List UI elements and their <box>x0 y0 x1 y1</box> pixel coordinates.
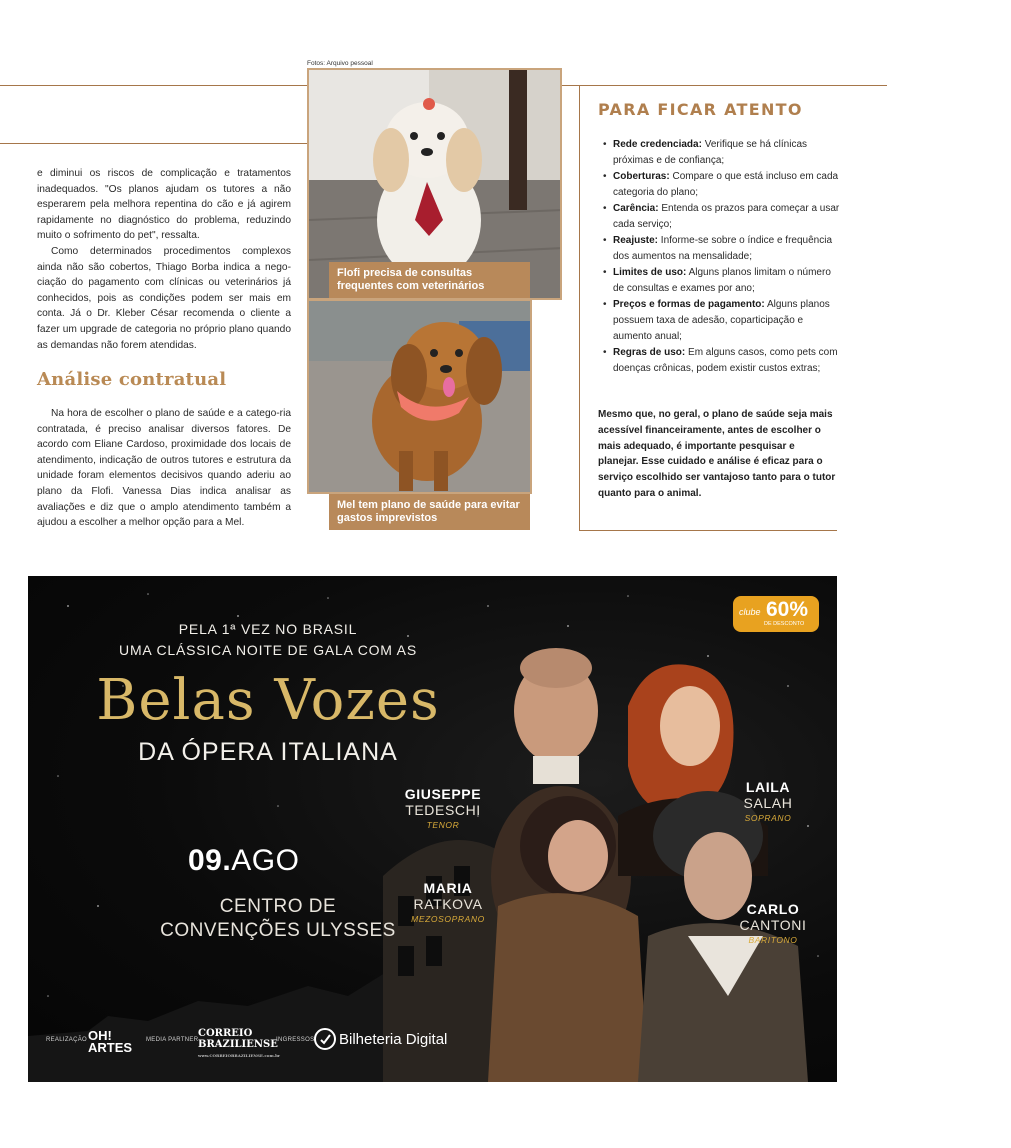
ad-title: Belas Vozes <box>96 668 440 733</box>
sidebar-bottom-rule <box>579 530 837 531</box>
ticket-icon <box>314 1028 336 1050</box>
ingressos-tag: INGRESSOS <box>276 1037 315 1043</box>
article-column-2 <box>37 406 291 531</box>
list-item: • Carência: Entenda os prazos para começar a usar cada serviço; <box>603 203 840 230</box>
ad-pre-line-1: PELA 1ª VEZ NO BRASIL <box>178 621 358 637</box>
correio-braziliense-logo: CORREIO BRAZILIENSE www.CORREIOBRAZILIENSE.com.br <box>198 1028 280 1058</box>
subhead-analise-contratual: Análise contratual <box>37 369 227 390</box>
oh-artes-logo: OH! ARTES <box>88 1028 133 1055</box>
article-paragraph-3: Na hora de escolher o plano de saúde e a catego-ria contratada, é preciso analisar diversos fatores. De acordo com Eliane Cardoso, proximidade dos locais de atendimento, indicação de outros tutores e estrutura da unidade foram elementos decisivos quando aderiu ao plano da Flofi. Vanessa Dias indica analisar as avaliações e diz que o amplo atendimento também a ajudou a escolher a melhor opção para a Mel. <box>37 408 291 529</box>
ad-pre-line-2: UMA CLÁSSICA NOITE DE GALA COM AS <box>119 642 417 658</box>
list-item: • Reajuste: Informe-se sobre o índice e frequência dos aumentos na mensalidade; <box>603 235 833 262</box>
ad-venue-line-1: CENTRO DE <box>219 896 337 917</box>
singer-laila-label: LAILA SALAH SOPRANO <box>743 779 793 823</box>
sidebar-closing: Mesmo que, no geral, o plano de saúde seja mais acessível financeiramente, antes de escolher o mais adequado, é importante pesquisar e planejar. Esse cuidado e análise é eficaz para o serviço escolhido ser vantajoso tanto para o tutor quanto para o animal. <box>598 409 836 499</box>
photo-mel <box>307 299 532 494</box>
media-partner-tag: MEDIA PARTNER <box>146 1037 199 1043</box>
top-rule-left <box>0 85 307 86</box>
list-item: • Regras de uso: Em alguns casos, como pets com doenças crônicas, podem existir custos extras; <box>603 347 838 374</box>
ad-venue-line-2: CONVENÇÕES ULYSSES <box>160 920 396 941</box>
article-paragraph-2: Como determinados procedimentos complexos ainda não são cobertos, Thiago Borba indica a nego-ciação do pagamento com clínicas ou veterinários já conhecidos, pois as condições podem ser mais em conta. Já o Dr. Kleber César recomenda o cliente a fazer um upgrade de categoria no próprio plano quando as demandas não forem atendidas. <box>37 245 291 351</box>
sidebar-vertical-rule <box>579 85 580 530</box>
dog-mel-image <box>309 301 532 494</box>
list-item: • Coberturas: Compare o que está incluso em cada categoria do plano; <box>603 171 839 198</box>
top-rule-left-lower <box>0 143 307 144</box>
tips-list <box>603 137 843 393</box>
singer-carlo-label: CARLO CANTONI BARITONO <box>739 901 807 945</box>
ad-date: 09.AGO <box>188 844 300 877</box>
singer-maria-label: MARIA RATKOVA MEZOSOPRANO <box>411 880 485 924</box>
photo-credit: Fotos: Arquivo pessoal <box>307 60 373 67</box>
article-paragraph-1: e diminui os riscos de complicação e tratamentos inadequados. "Os planos ajudam os tutores a não esperarem pela melhora repentina do cão e já agirem rapidamente no diagnóstico do problema, reduzindo muito o sofrimento do pet", ressalta. <box>37 168 291 242</box>
bilheteria-digital-logo: Bilheteria Digital <box>314 1028 447 1050</box>
sidebar-title: PARA FICAR ATENTO <box>598 100 803 119</box>
caption-flofi: Flofi precisa de consultas frequentes com veterinários <box>329 262 530 298</box>
article-column <box>37 166 291 353</box>
list-item: • Preços e formas de pagamento: Alguns planos possuem taxa de adesão, coparticipação e aumento anual; <box>603 299 830 342</box>
list-item: • Limites de uso: Alguns planos limitam o número de consultas e exames por ano; <box>603 267 831 294</box>
opera-advertisement <box>28 576 837 1082</box>
top-rule-right <box>562 85 887 86</box>
realizacao-tag: REALIZAÇÃO <box>46 1037 88 1043</box>
caption-mel: Mel tem plano de saúde para evitar gastos imprevistos <box>329 494 530 530</box>
ad-subtitle: DA ÓPERA ITALIANA <box>138 738 398 766</box>
singer-giuseppe-label: GIUSEPPE TEDESCHI TENOR <box>404 786 482 830</box>
list-item: • Rede credenciada: Verifique se há clínicas próximas e de confiança; <box>603 139 807 166</box>
clube-discount-badge: clube 60% DE DESCONTO <box>733 596 819 632</box>
